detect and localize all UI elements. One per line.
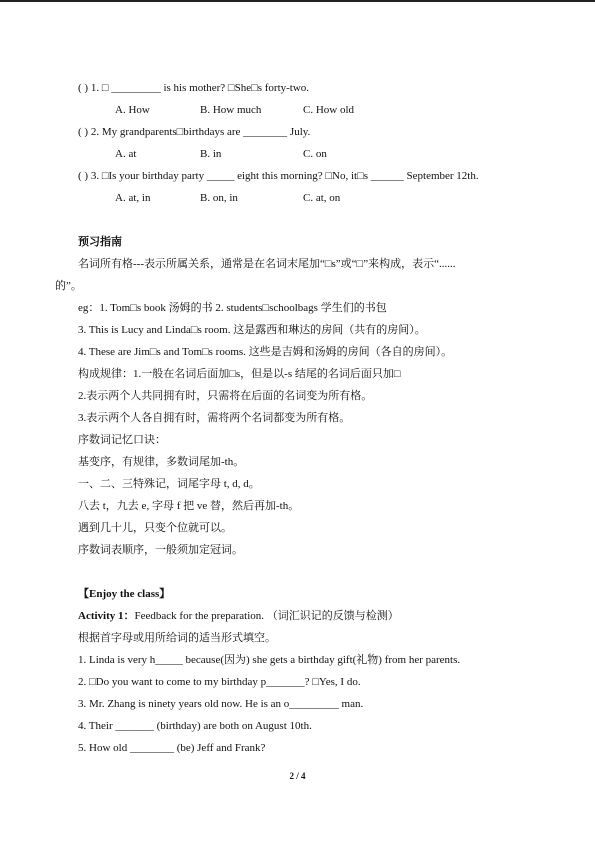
preview-line: 一、二、三特殊记，词尾字母 t, d, d。 bbox=[78, 478, 260, 490]
question-3-stem: ( ) 3. □Is your birthday party _____ eight this morning? □No, it□s ______ September 12th. bbox=[78, 170, 479, 182]
activity-instruction: 根据首字母或用所给词的适当形式填空。 bbox=[78, 632, 276, 644]
question-2-stem: ( ) 2. My grandparents□birthdays are ________ July. bbox=[78, 126, 311, 138]
enjoy-heading: 【Enjoy the class】 bbox=[78, 588, 171, 600]
option-a: A. at, in bbox=[115, 192, 151, 204]
preview-heading: 预习指南 bbox=[78, 236, 122, 248]
preview-line: 3. This is Lucy and Linda□s room. 这是露西和琳达的房间（共有的房间）。 bbox=[78, 324, 426, 336]
preview-line: 的”。 bbox=[55, 280, 82, 292]
preview-line: 3.表示两个人各自拥有时，需将两个名词都变为所有格。 bbox=[78, 412, 351, 424]
option-b: B. on, in bbox=[200, 192, 238, 204]
activity-label: Activity 1： bbox=[78, 610, 135, 622]
preview-line: 2.表示两个人共同拥有时，只需将在后面的名词变为所有格。 bbox=[78, 390, 373, 402]
preview-line: eg：1. Tom□s book 汤姆的书 2. students□schoolbags 学生们的书包 bbox=[78, 302, 387, 314]
preview-line: 基变序，有规律，多数词尾加-th。 bbox=[78, 456, 245, 468]
fill-item-3: 3. Mr. Zhang is ninety years old now. He is an o_________ man. bbox=[78, 698, 364, 710]
preview-line: 遇到几十儿，只变个位就可以。 bbox=[78, 522, 232, 534]
question-1-options bbox=[115, 103, 354, 117]
option-a: A. at bbox=[115, 148, 137, 160]
option-b: B. How much bbox=[200, 104, 262, 116]
fill-item-5: 5. How old ________ (be) Jeff and Frank? bbox=[78, 742, 266, 754]
option-c: C. on bbox=[303, 148, 327, 160]
option-c: C. How old bbox=[303, 104, 355, 116]
fill-item-4: 4. Their _______ (birthday) are both on August 10th. bbox=[78, 720, 312, 732]
activity-1 bbox=[78, 609, 399, 623]
page-top-rule bbox=[0, 0, 595, 2]
question-3-options bbox=[115, 191, 340, 205]
preview-line: 序数词记忆口诀： bbox=[78, 434, 166, 446]
fill-item-2: 2. □Do you want to come to my birthday p_______? □Yes, I do. bbox=[78, 676, 361, 688]
question-1-stem: ( ) 1. □ _________ is his mother? □She□s forty-two. bbox=[78, 82, 310, 94]
preview-line: 八去 t，九去 e, 字母 f 把 ve 替，然后再加-th。 bbox=[78, 500, 300, 512]
activity-text: Feedback for the preparation. （词汇识记的反馈与检测） bbox=[134, 610, 399, 622]
option-a: A. How bbox=[115, 104, 150, 116]
page-number: 2 / 4 bbox=[289, 771, 306, 781]
preview-line: 序数词表顺序，一般须加定冠词。 bbox=[78, 544, 243, 556]
preview-line: 4. These are Jim□s and Tom□s rooms. 这些是吉姆和汤姆的房间（各自的房间）。 bbox=[78, 346, 453, 358]
preview-line: 名词所有格---表示所属关系，通常是在名词末尾加“□s”或“□”来构成，表示“...... bbox=[78, 258, 456, 270]
preview-line: 构成规律：1.一般在名词后面加□s，但是以-s 结尾的名词后面只加□ bbox=[78, 368, 401, 380]
option-c: C. at, on bbox=[303, 192, 341, 204]
fill-item-1: 1. Linda is very h_____ because(因为) she gets a birthday gift(礼物) from her parents. bbox=[78, 654, 461, 666]
question-2-options bbox=[115, 147, 327, 161]
option-b: B. in bbox=[200, 148, 222, 160]
